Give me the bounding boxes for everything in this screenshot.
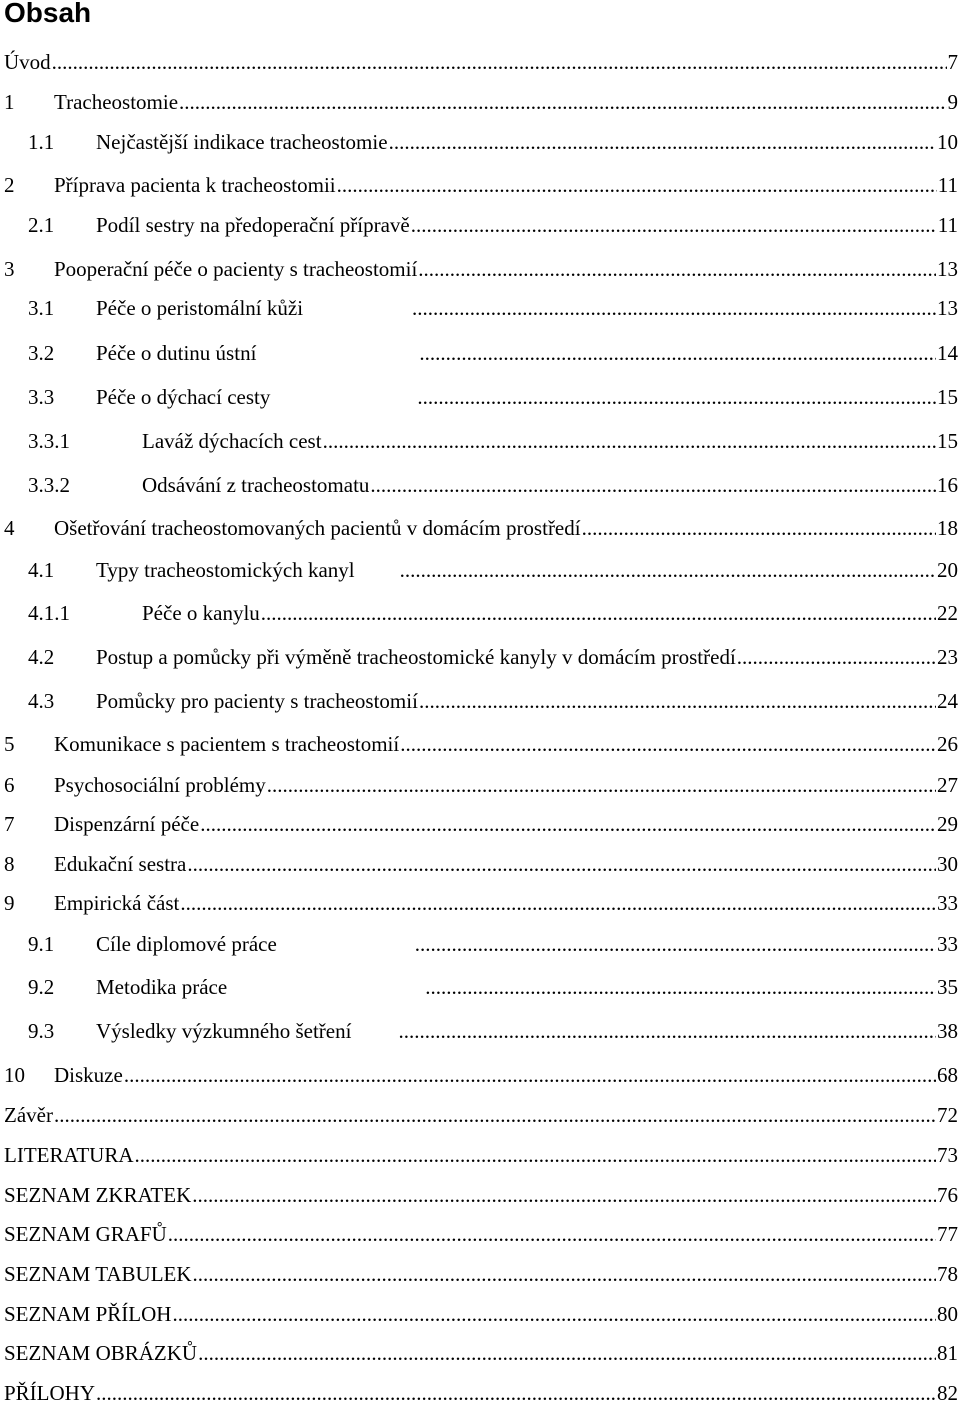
- toc-entry-label: Typy tracheostomických kanyl: [96, 558, 355, 582]
- toc-entry[interactable]: [4, 809, 958, 839]
- toc-entry-page-number: 77: [937, 1222, 958, 1246]
- toc-entry[interactable]: [28, 338, 958, 368]
- toc-entry-page-number: 11: [937, 213, 958, 237]
- toc-entry-leader-dots: [400, 555, 936, 585]
- toc-entry[interactable]: [28, 1016, 958, 1046]
- toc-entry-label: SEZNAM GRAFŮ: [4, 1222, 167, 1246]
- toc-entry-label: Výsledky výzkumného šetření: [96, 1019, 352, 1043]
- toc-entry-number: 9: [4, 891, 15, 915]
- toc-entry-label: Laváž dýchacích cest: [142, 429, 322, 453]
- toc-entry-number: 3: [4, 257, 15, 281]
- toc-entry-label: SEZNAM PŘÍLOH: [4, 1302, 172, 1326]
- toc-entry-page-number: 24: [937, 689, 958, 713]
- toc-entry-leader-dots: [337, 170, 937, 200]
- toc-entry[interactable]: [4, 1140, 958, 1170]
- toc-entry[interactable]: [4, 729, 958, 759]
- toc-entry-number: 3.3.2: [28, 473, 70, 497]
- toc-entry-number: 9.2: [28, 975, 55, 999]
- toc-entry-label: Pomůcky pro pacienty s tracheostomií: [96, 689, 418, 713]
- toc-entry-page-number: 35: [937, 975, 958, 999]
- toc-entry-leader-dots: [400, 729, 936, 759]
- toc-entry-leader-dots: [582, 513, 936, 543]
- toc-entry-number: 6: [4, 773, 15, 797]
- toc-entry-number: 2: [4, 173, 15, 197]
- toc-entry-page-number: 80: [937, 1302, 958, 1326]
- toc-entry[interactable]: [28, 642, 958, 672]
- toc-entry-page-number: 9: [947, 90, 958, 114]
- toc-entry-page-number: 15: [937, 385, 958, 409]
- toc-entry-page-number: 73: [937, 1143, 958, 1167]
- toc-entry-page-number: 13: [937, 257, 958, 281]
- toc-entry[interactable]: [28, 598, 958, 628]
- toc-entry-leader-dots: [192, 1180, 936, 1210]
- toc-entry-page-number: 15: [937, 429, 958, 453]
- toc-entry-number: 4.1.1: [28, 601, 70, 625]
- toc-entry[interactable]: [4, 1100, 958, 1130]
- toc-entry-number: 5: [4, 732, 15, 756]
- toc-entry-leader-dots: [198, 1338, 936, 1368]
- toc-entry[interactable]: [4, 170, 958, 200]
- toc-entry-label: Úvod: [4, 50, 51, 74]
- toc-entry-page-number: 82: [937, 1381, 958, 1405]
- toc-entry-leader-dots: [415, 929, 936, 959]
- toc-entry-page-number: 22: [937, 601, 958, 625]
- toc-entry-page-number: 30: [937, 852, 958, 876]
- toc-entry-leader-dots: [389, 127, 936, 157]
- toc-entry[interactable]: [28, 382, 958, 412]
- toc-entry[interactable]: [4, 87, 958, 117]
- toc-entry[interactable]: [4, 1219, 958, 1249]
- toc-entry-label: Metodika práce: [96, 975, 228, 999]
- toc-entry-label: Psychosociální problémy: [54, 773, 266, 797]
- toc-entry-page-number: 13: [937, 296, 958, 320]
- toc-entry-leader-dots: [52, 47, 947, 77]
- toc-entry[interactable]: [4, 47, 958, 77]
- toc-entry[interactable]: [28, 293, 958, 323]
- toc-entry-leader-dots: [737, 642, 936, 672]
- toc-entry-number: 9.1: [28, 932, 55, 956]
- toc-entry-page-number: 33: [937, 932, 958, 956]
- toc-entry-leader-dots: [54, 1100, 936, 1130]
- toc-entry-number: 3.2: [28, 341, 55, 365]
- toc-entry-page-number: 29: [937, 812, 958, 836]
- toc-entry-leader-dots: [96, 1378, 936, 1408]
- toc-entry-leader-dots: [418, 254, 936, 284]
- toc-entry-leader-dots: [412, 293, 936, 323]
- toc-entry-leader-dots: [417, 382, 936, 412]
- toc-entry[interactable]: [28, 470, 958, 500]
- toc-entry-label: LITERATURA: [4, 1143, 134, 1167]
- toc-entry-page-number: 33: [937, 891, 958, 915]
- toc-entry-page-number: 81: [937, 1341, 958, 1365]
- toc-entry-label: Péče o dýchací cesty: [96, 385, 271, 409]
- toc-entry-number: 10: [4, 1063, 25, 1087]
- toc-entry-page-number: 38: [937, 1019, 958, 1043]
- toc-entry[interactable]: [4, 1259, 958, 1289]
- toc-entry-leader-dots: [411, 210, 937, 240]
- toc-entry[interactable]: [4, 1060, 958, 1090]
- toc-entry-page-number: 11: [937, 173, 958, 197]
- page-title: Obsah: [4, 0, 92, 28]
- toc-entry-label: SEZNAM OBRÁZKŮ: [4, 1341, 198, 1365]
- toc-entry-page-number: 26: [937, 732, 958, 756]
- toc-entry-page-number: 78: [937, 1262, 958, 1286]
- toc-entry[interactable]: [28, 972, 958, 1002]
- toc-entry[interactable]: [28, 686, 958, 716]
- toc-entry-number: 3.1: [28, 296, 55, 320]
- toc-entry-leader-dots: [323, 426, 936, 456]
- toc-entry-leader-dots: [425, 972, 936, 1002]
- toc-entry-label: Nejčastější indikace tracheostomie: [96, 130, 388, 154]
- toc-entry-leader-dots: [267, 770, 936, 800]
- toc-entry-number: 3.3: [28, 385, 55, 409]
- toc-entry-leader-dots: [193, 1259, 936, 1289]
- toc-entry-label: Péče o dutinu ústní: [96, 341, 257, 365]
- toc-entry-number: 9.3: [28, 1019, 55, 1043]
- toc-entry-page-number: 76: [937, 1183, 958, 1207]
- toc-entry-number: 8: [4, 852, 15, 876]
- toc-entry-label: Empirická část: [54, 891, 180, 915]
- toc-entry-label: Pooperační péče o pacienty s tracheostomií: [54, 257, 418, 281]
- toc-entry-number: 4.3: [28, 689, 55, 713]
- toc-entry-page-number: 27: [937, 773, 958, 797]
- toc-entry-leader-dots: [135, 1140, 937, 1170]
- toc-entry-label: Diskuze: [54, 1063, 123, 1087]
- toc-entry-leader-dots: [419, 686, 936, 716]
- toc-entry-leader-dots: [179, 87, 946, 117]
- toc-entry-leader-dots: [187, 849, 936, 879]
- toc-entry[interactable]: [4, 254, 958, 284]
- toc-entry-label: Odsávání z tracheostomatu: [142, 473, 370, 497]
- toc-entry-leader-dots: [370, 470, 936, 500]
- toc-entry-label: Podíl sestry na předoperační přípravě: [96, 213, 410, 237]
- toc-entry-number: 4.2: [28, 645, 55, 669]
- toc-entry-number: 3.3.1: [28, 429, 70, 453]
- toc-entry-page-number: 23: [937, 645, 958, 669]
- toc-entry-label: Postup a pomůcky při výměně tracheostomické kanyly v domácím prostředí: [96, 645, 736, 669]
- toc-entry[interactable]: [28, 210, 958, 240]
- toc-entry-page-number: 20: [937, 558, 958, 582]
- toc-entry-label: SEZNAM ZKRATEK: [4, 1183, 192, 1207]
- toc-entry-page-number: 14: [937, 341, 958, 365]
- toc-entry-leader-dots: [172, 1299, 936, 1329]
- toc-entry-leader-dots: [398, 1016, 936, 1046]
- toc-entry-page-number: 10: [937, 130, 958, 154]
- toc-entry[interactable]: [4, 1378, 958, 1408]
- toc-entry-page-number: 72: [937, 1103, 958, 1127]
- toc-entry-leader-dots: [124, 1060, 936, 1090]
- toc-entry-leader-dots: [168, 1219, 936, 1249]
- toc-entry-page-number: 18: [937, 516, 958, 540]
- toc-entry[interactable]: [4, 1180, 958, 1210]
- toc-entry-number: 4.1: [28, 558, 55, 582]
- toc-entry[interactable]: [4, 849, 958, 879]
- toc-entry-label: Edukační sestra: [54, 852, 187, 876]
- toc-entry-label: Dispenzární péče: [54, 812, 200, 836]
- toc-entry-label: Komunikace s pacientem s tracheostomií: [54, 732, 400, 756]
- toc-entry-label: Cíle diplomové práce: [96, 932, 277, 956]
- toc-entry-leader-dots: [419, 338, 936, 368]
- toc-entry-number: 7: [4, 812, 15, 836]
- toc-entry-number: 1.1: [28, 130, 55, 154]
- toc-entry-leader-dots: [200, 809, 936, 839]
- toc-entry-leader-dots: [180, 888, 936, 918]
- toc-entry[interactable]: [28, 127, 958, 157]
- toc-entry-page-number: 7: [947, 50, 958, 74]
- toc-entry[interactable]: [28, 555, 958, 585]
- toc-entry[interactable]: [28, 426, 958, 456]
- toc-entry-leader-dots: [261, 598, 936, 628]
- toc-entry[interactable]: [4, 888, 958, 918]
- toc-entry-number: 1: [4, 90, 15, 114]
- toc-entry-label: SEZNAM TABULEK: [4, 1262, 192, 1286]
- toc-entry[interactable]: [4, 1299, 958, 1329]
- toc-entry-label: Ošetřování tracheostomovaných pacientů v domácím prostředí: [54, 516, 581, 540]
- toc-entry-page-number: 16: [937, 473, 958, 497]
- toc-entry[interactable]: [28, 929, 958, 959]
- toc-entry-label: Péče o peristomální kůži: [96, 296, 304, 320]
- toc-entry[interactable]: [4, 1338, 958, 1368]
- toc-entry-page-number: 68: [937, 1063, 958, 1087]
- toc-entry-label: Závěr: [4, 1103, 53, 1127]
- toc-entry[interactable]: [4, 513, 958, 543]
- toc-entry-label: Péče o kanylu: [142, 601, 260, 625]
- toc-entry-label: Příprava pacienta k tracheostomii: [54, 173, 336, 197]
- toc-entry-number: 4: [4, 516, 15, 540]
- toc-entry[interactable]: [4, 770, 958, 800]
- toc-entry-number: 2.1: [28, 213, 55, 237]
- toc-entry-label: Tracheostomie: [54, 90, 179, 114]
- toc-entry-label: PŘÍLOHY: [4, 1381, 96, 1405]
